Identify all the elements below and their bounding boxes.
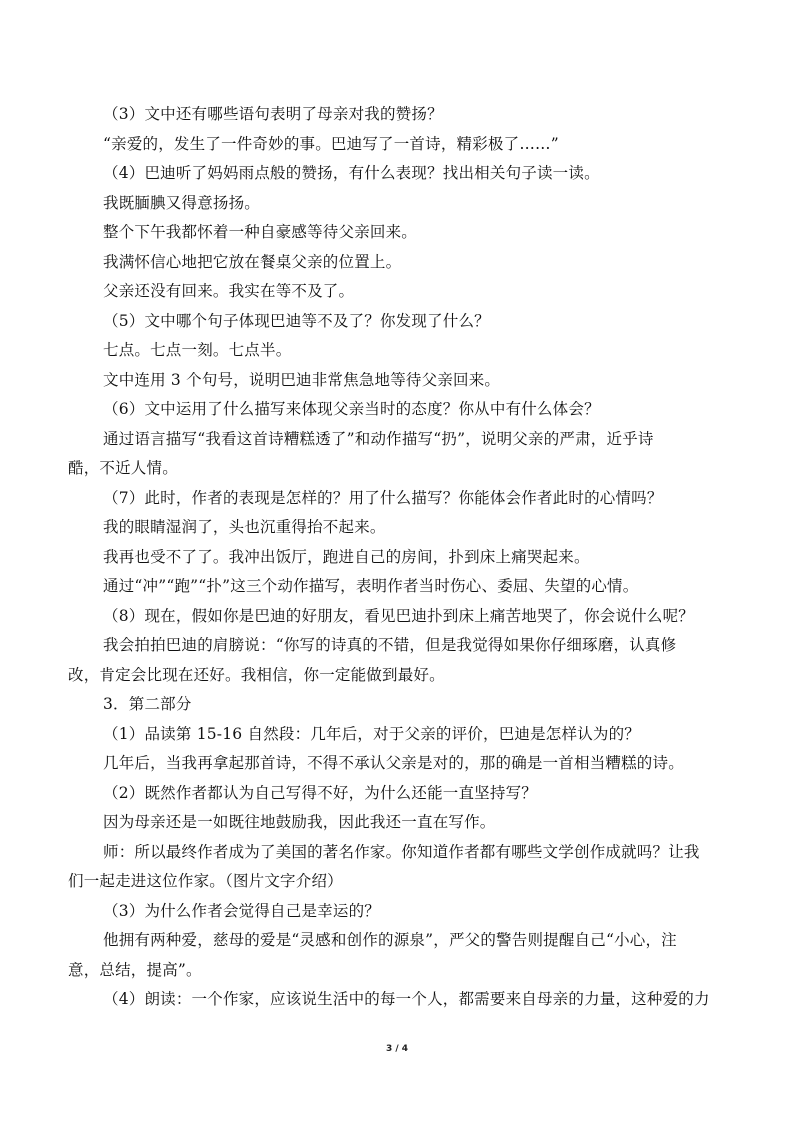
text-line: 我满怀信心地把它放在餐桌父亲的位置上。 [103,252,402,271]
text-line: （4）朗读：一个作家，应该说生活中的每一个人，都需要来自母亲的力量，这种爱的力 [103,990,710,1008]
text-line: 我的眼睛湿润了，头也沉重得抬不起来。 [103,518,386,536]
document-body [68,100,736,1015]
text-line: （7）此时，作者的表现是怎样的？用了什么描写？你能体会作者此时的心情吗？ [103,488,663,507]
text-line: 整个下午我都怀着一种自豪感等待父亲回来。 [103,223,418,241]
text-line: 师：所以最终作者成为了美国的著名作家。你知道作者都有哪些文学创作成就吗？让我 [103,842,700,861]
text-line: 七点。七点一刻。七点半。 [103,341,292,359]
text-line: 改，肯定会比现在还好。我相信，你一定能做到最好。 [68,665,445,684]
text-line: （1）品读第 15-16 自然段：几年后，对于父亲的评价，巴迪是怎样认为的？ [103,724,641,743]
text-line: 父亲还没有回来。我实在等不及了。 [103,282,355,300]
text-line: （4）巴迪听了妈妈雨点般的赞扬，有什么表现？找出相关句子读一读。 [103,164,600,182]
text-line: （2）既然作者都认为自己写得不好，为什么还能一直坚持写？ [103,783,537,802]
text-line: 我会拍拍巴迪的肩膀说：“你写的诗真的不错，但是我觉得如果你仔细琢磨，认真修 [103,636,677,654]
text-line: 通过“冲”“跑”“扑”这三个动作描写，表明作者当时伤心、委屈、失望的心情。 [103,577,639,595]
text-line: （6）文中运用了什么描写来体现父亲当时的态度？你从中有什么体会？ [103,400,600,418]
text-line: （8）现在，假如你是巴迪的好朋友，看见巴迪扑到床上痛苦地哭了，你会说什么呢？ [103,606,694,625]
text-line: 们一起走进这位作家。（图片文字介绍） [68,872,343,890]
text-line: （3）为什么作者会觉得自己是幸运的？ [103,901,380,920]
text-line: 通过语言描写“我看这首诗糟糕透了”和动作描写“扔”，说明父亲的严肃，近乎诗 [103,429,654,448]
page-number: 3 / 4 [385,1044,409,1054]
text-line: 因为母亲还是一如既往地鼓励我，因此我还一直在写作。 [103,813,496,831]
text-line: “亲爱的，发生了一件奇妙的事。巴迪写了一首诗，精彩极了……” [103,134,559,153]
text-line: 文中连用 3 个句号，说明巴迪非常焦急地等待父亲回来。 [103,370,501,389]
text-line: 几年后，当我再拿起那首诗，不得不承认父亲是对的，那的确是一首相当糟糕的诗。 [103,754,684,772]
text-line: 我既腼腆又得意扬扬。 [103,193,261,212]
text-line: 3．第二部分 [103,695,192,713]
text-line: 酷，不近人情。 [68,459,178,477]
text-line: （3）文中还有哪些语句表明了母亲对我的赞扬？ [103,105,443,123]
text-line: 他拥有两种爱，慈母的爱是“灵感和创作的源泉”，严父的警告则提醒自己“小心，注 [103,931,677,949]
text-line: 我再也受不了了。我冲出饭厅，跑进自己的房间，扑到床上痛哭起来。 [103,547,590,566]
text-line: 意，总结，提高”。 [68,960,202,979]
text-line: （5）文中哪个句子体现巴迪等不及了？你发现了什么？ [103,311,490,330]
